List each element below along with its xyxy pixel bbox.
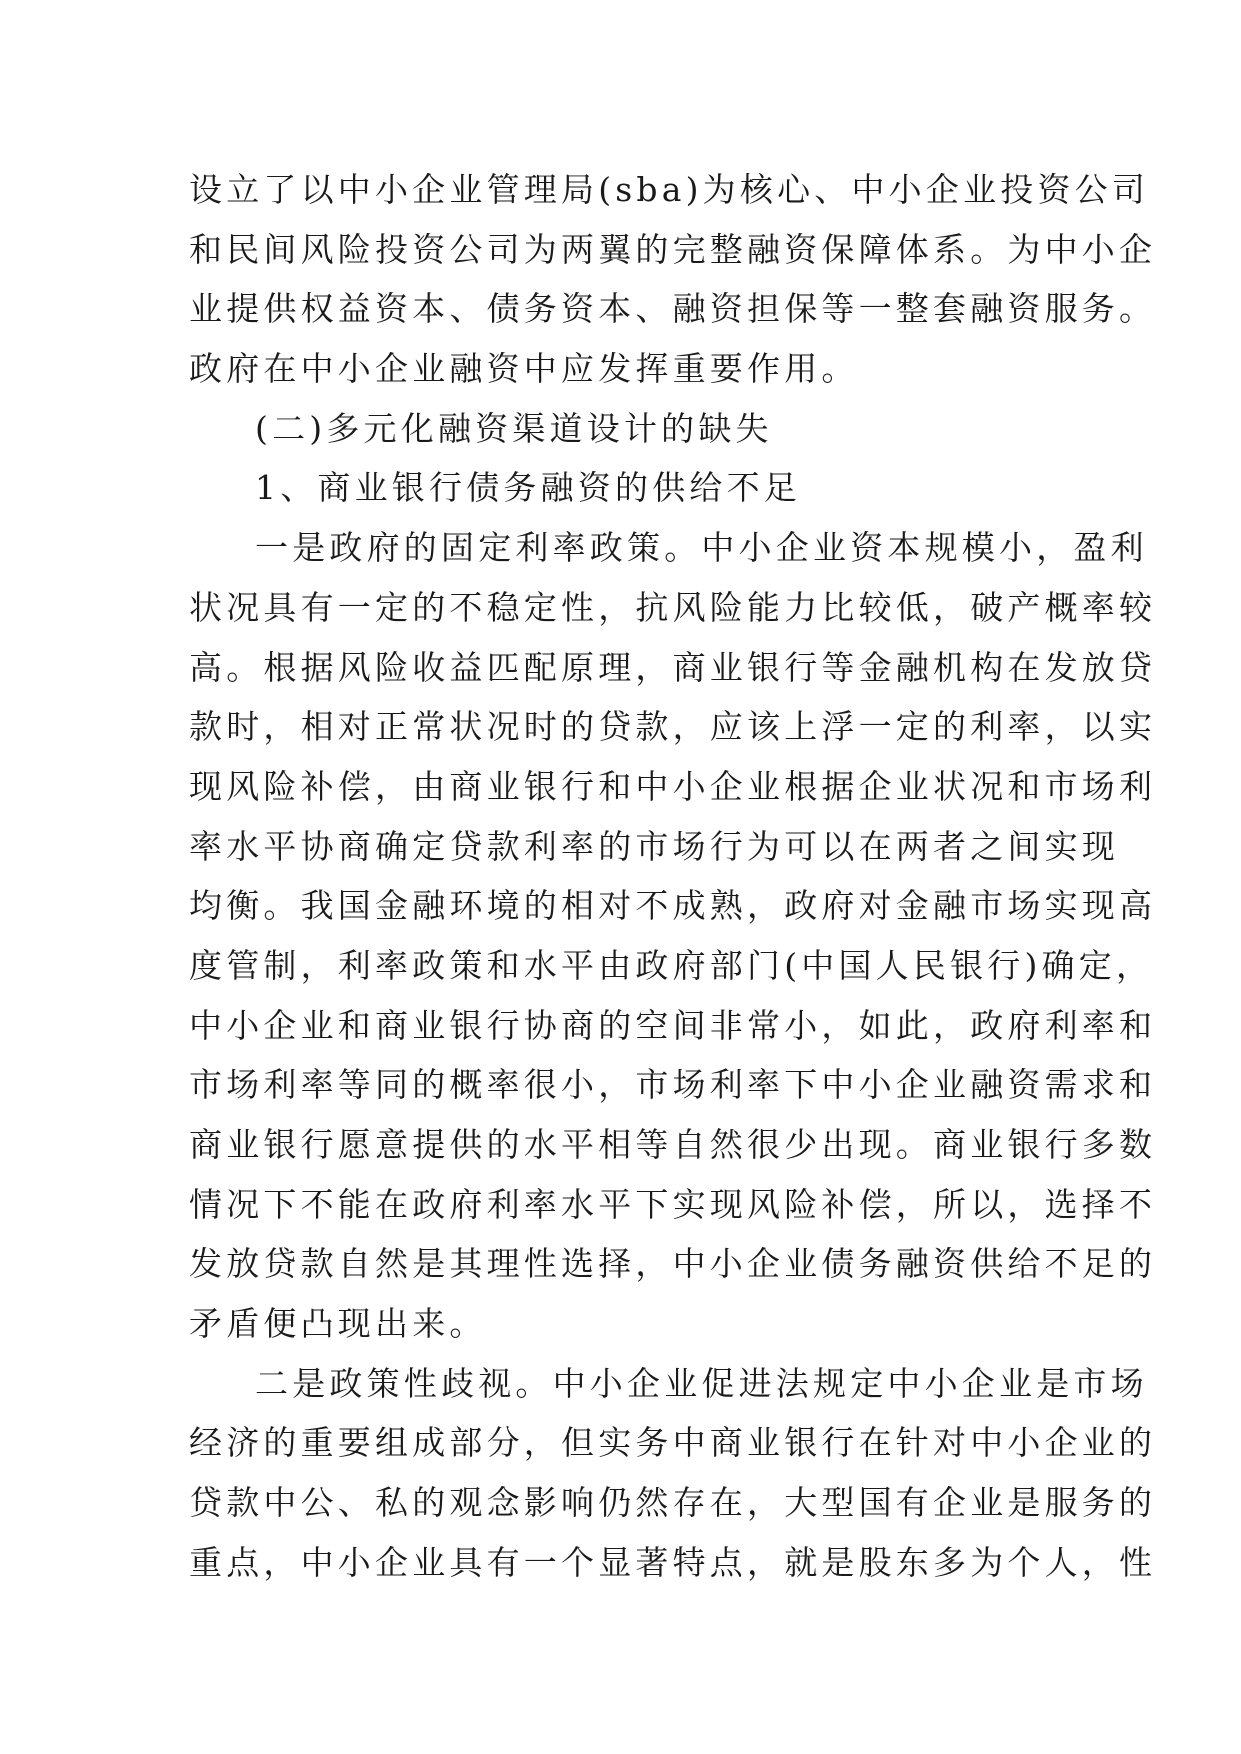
text-line: 款时，相对正常状况时的贷款，应该上浮一定的利率，以实 <box>189 707 1157 747</box>
text-line: 经济的重要组成部分，但实务中商业银行在针对中小企业的 <box>189 1423 1157 1463</box>
text-line: 度管制，利率政策和水平由政府部门(中国人民银行)确定， <box>189 945 1154 985</box>
body-text <box>189 160 1157 1593</box>
text-line: 市场利率等同的概率很小，市场利率下中小企业融资需求和 <box>189 1065 1157 1105</box>
text-line: 中小企业和商业银行协商的空间非常小，如此，政府利率和 <box>189 1005 1157 1045</box>
text-line: 高。根据风险收益匹配原理，商业银行等金融机构在发放贷 <box>189 647 1157 687</box>
text-line: 二是政策性歧视。中小企业促进法规定中小企业是市场 <box>255 1363 1148 1403</box>
text-line: 和民间风险投资公司为两翼的完整融资保障体系。为中小企 <box>189 229 1157 269</box>
text-line: 现风险补偿，由商业银行和中小企业根据企业状况和市场利 <box>189 766 1157 806</box>
text-line: 均衡。我国金融环境的相对不成熟，政府对金融市场实现高 <box>189 886 1157 926</box>
text-line: 设立了以中小企业管理局(sba)为核心、中小企业投资公司 <box>189 170 1150 209</box>
text-line: 重点，中小企业具有一个显著特点，就是股东多为个人，性 <box>189 1542 1157 1582</box>
section-heading: (二)多元化融资渠道设计的缺失 <box>255 408 773 448</box>
text-line: 贷款中公、私的观念影响仍然存在，大型国有企业是服务的 <box>189 1483 1157 1523</box>
text-line: 一是政府的固定利率政策。中小企业资本规模小，盈利 <box>255 528 1148 568</box>
text-line: 情况下不能在政府利率水平下实现风险补偿，所以，选择不 <box>189 1184 1157 1224</box>
text-line: 商业银行愿意提供的水平相等自然很少出现。商业银行多数 <box>189 1125 1157 1164</box>
subsection-heading: 1、商业银行债务融资的供给不足 <box>255 468 801 508</box>
text-line: 政府在中小企业融资中应发挥重要作用。 <box>189 349 859 389</box>
text-line: 矛盾便凸现出来。 <box>189 1304 487 1344</box>
text-line: 业提供权益资本、债务资本、融资担保等一整套融资服务。 <box>189 289 1157 329</box>
text-line: 率水平协商确定贷款利率的市场行为可以在两者之间实现 <box>189 826 1119 866</box>
text-line: 发放贷款自然是其理性选择，中小企业债务融资供给不足的 <box>189 1244 1157 1284</box>
text-line: 状况具有一定的不稳定性，抗风险能力比较低，破产概率较 <box>189 587 1157 627</box>
